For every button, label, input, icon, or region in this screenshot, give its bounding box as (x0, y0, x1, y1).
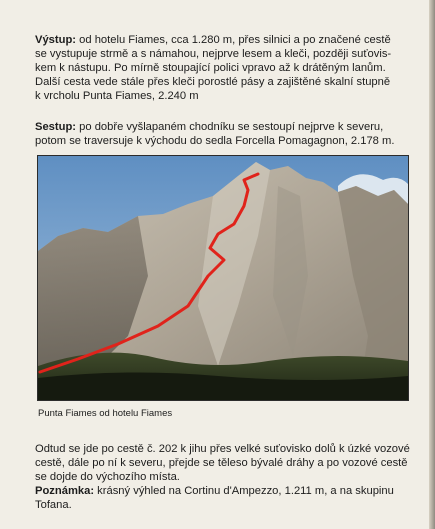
note-label: Poznámka: (35, 485, 95, 498)
return-line-3: se dojde do výchozího místa. (35, 471, 180, 484)
mountain-photo (37, 155, 409, 401)
ascent-label: Výstup: (35, 34, 77, 46)
return-line-1: Odtud se jde po cestě č. 202 k jihu přes velké suťovisko dolů k úzké vozové (35, 443, 410, 455)
note-line-2: Tofana. (35, 499, 72, 512)
ascent-line-1: od hotelu Fiames, cca 1.280 m, přes silnici a po značené cestě (76, 34, 391, 46)
ascent-line-3: kem k nástupu. Po mírně stoupající polici vpravo až k drátěným lanům. (35, 62, 386, 75)
descent-line-1: po dobře vyšlapaném chodníku se sestoupí nejprve k severu, (76, 121, 384, 133)
descent-line-2: potom se traversuje k východu do sedla Forcella Pomagagnon, 2.178 m. (35, 135, 395, 148)
photo-caption: Punta Fiames od hotelu Fiames (38, 408, 173, 419)
return-paragraph (35, 442, 413, 512)
page-edge-shadow (429, 0, 435, 529)
ascent-line-4: Další cesta vede stále přes kleči porostlé pásy a zajištěné skalní stupně (35, 76, 391, 89)
descent-label: Sestup: (35, 121, 77, 133)
note-line-1: krásný výhled na Cortinu d'Ampezzo, 1.211 m, a na skupinu (94, 485, 394, 498)
descent-paragraph (35, 120, 413, 148)
ascent-line-5: k vrcholu Punta Fiames, 2.240 m (35, 90, 199, 103)
return-line-2: cestě, dále po ní k severu, přejde se těleso bývalé dráhy a po vozové cestě (35, 457, 408, 470)
ascent-line-2: se vystupuje strmě a s námahou, nejprve lesem a kleči, později suťovis- (35, 48, 392, 61)
ascent-paragraph (35, 33, 413, 103)
